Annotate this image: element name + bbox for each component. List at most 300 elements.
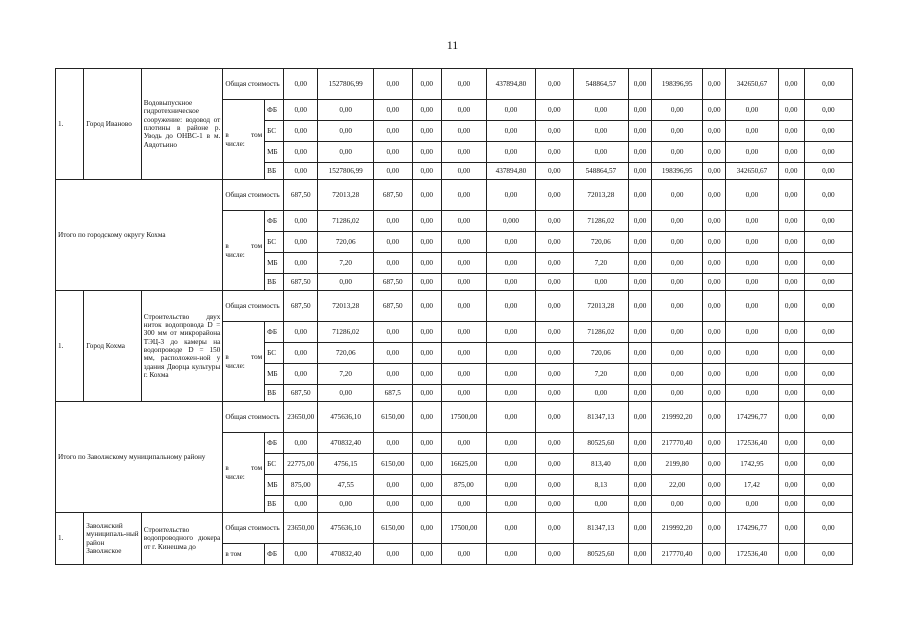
value-cell: 0,00 — [536, 253, 574, 274]
value-cell: 470832,40 — [318, 544, 373, 565]
value-cell: 0,00 — [629, 69, 652, 100]
value-cell: 0,00 — [629, 496, 652, 513]
value-cell: 0,00 — [412, 142, 441, 163]
funding-source: ВБ — [265, 274, 284, 291]
value-cell: 0,00 — [318, 385, 373, 402]
value-cell: 0,00 — [804, 211, 852, 232]
value-cell: 0,00 — [573, 274, 628, 291]
value-cell: 0,00 — [778, 121, 804, 142]
value-cell: 0,00 — [412, 343, 441, 364]
value-cell: 0,00 — [804, 253, 852, 274]
value-cell: 0,00 — [486, 496, 535, 513]
table-row — [56, 291, 853, 322]
value-cell: 198396,95 — [652, 163, 703, 180]
value-cell: 0,00 — [486, 291, 535, 322]
value-cell: 0,00 — [703, 402, 726, 433]
value-cell: 548864,57 — [573, 69, 628, 100]
value-cell: 0,00 — [629, 322, 652, 343]
value-cell: 0,00 — [703, 232, 726, 253]
value-cell: 0,00 — [441, 100, 486, 121]
funding-source: ФБ — [265, 322, 284, 343]
budget-table — [55, 68, 853, 565]
including-label: в том числе: — [223, 322, 265, 402]
value-cell: 0,00 — [652, 232, 703, 253]
value-cell: 0,00 — [441, 385, 486, 402]
table-row — [56, 402, 853, 433]
value-cell: 0,00 — [726, 496, 778, 513]
value-cell: 0,00 — [283, 232, 318, 253]
value-cell: 0,00 — [726, 232, 778, 253]
value-cell: 475636,10 — [318, 402, 373, 433]
value-cell: 720,06 — [573, 232, 628, 253]
value-cell: 0,00 — [703, 496, 726, 513]
value-cell: 0,00 — [373, 142, 412, 163]
value-cell: 0,00 — [652, 142, 703, 163]
value-cell: 0,00 — [373, 163, 412, 180]
value-cell: 0,00 — [486, 232, 535, 253]
value-cell: 0,00 — [441, 433, 486, 454]
value-cell: 0,00 — [283, 253, 318, 274]
value-cell: 0,00 — [412, 253, 441, 274]
value-cell: 0,00 — [283, 544, 318, 565]
value-cell: 0,00 — [629, 475, 652, 496]
value-cell: 0,00 — [486, 100, 535, 121]
value-cell: 0,00 — [373, 433, 412, 454]
value-cell: 0,00 — [629, 211, 652, 232]
value-cell: 0,00 — [778, 142, 804, 163]
value-cell: 0,00 — [373, 343, 412, 364]
value-cell: 0,00 — [536, 513, 574, 544]
value-cell: 0,00 — [703, 291, 726, 322]
value-cell: 22,00 — [652, 475, 703, 496]
value-cell: 687,50 — [373, 180, 412, 211]
value-cell: 0,00 — [778, 454, 804, 475]
value-cell: 0,00 — [373, 121, 412, 142]
value-cell: 81347,13 — [573, 402, 628, 433]
value-cell: 0,00 — [536, 232, 574, 253]
value-cell: 0,00 — [283, 142, 318, 163]
funding-source: ВБ — [265, 163, 284, 180]
value-cell: 0,00 — [778, 100, 804, 121]
item-number: 1. — [56, 69, 84, 180]
value-cell: 0,00 — [441, 291, 486, 322]
funding-source: МБ — [265, 475, 284, 496]
value-cell: 0,00 — [629, 180, 652, 211]
value-cell: 0,00 — [726, 364, 778, 385]
including-label: в том числе: — [223, 100, 265, 180]
value-cell: 0,00 — [804, 343, 852, 364]
value-cell: 0,00 — [412, 100, 441, 121]
value-cell: 198396,95 — [652, 69, 703, 100]
value-cell: 7,20 — [318, 364, 373, 385]
value-cell: 0,00 — [486, 343, 535, 364]
value-cell: 0,00 — [778, 385, 804, 402]
value-cell: 0,00 — [629, 544, 652, 565]
value-cell: 875,00 — [283, 475, 318, 496]
value-cell: 0,00 — [804, 544, 852, 565]
including-label: в том числе: — [223, 433, 265, 513]
value-cell: 0,00 — [283, 322, 318, 343]
value-cell: 0,00 — [412, 544, 441, 565]
value-cell: 0,00 — [778, 253, 804, 274]
value-cell: 0,00 — [804, 291, 852, 322]
value-cell: 0,00 — [703, 475, 726, 496]
value-cell: 0,00 — [629, 402, 652, 433]
value-cell: 470832,40 — [318, 433, 373, 454]
value-cell: 0,00 — [703, 69, 726, 100]
value-cell: 0,00 — [804, 385, 852, 402]
value-cell: 0,00 — [441, 121, 486, 142]
value-cell: 174296,77 — [726, 513, 778, 544]
value-cell: 0,00 — [412, 180, 441, 211]
total-cost-label: Общая стоимость — [223, 402, 284, 433]
value-cell: 81347,13 — [573, 513, 628, 544]
value-cell: 0,00 — [412, 433, 441, 454]
including-label: в том — [223, 544, 265, 565]
value-cell: 6150,00 — [373, 513, 412, 544]
value-cell: 0,00 — [703, 100, 726, 121]
value-cell: 0,00 — [536, 163, 574, 180]
value-cell: 8,13 — [573, 475, 628, 496]
value-cell: 72013,28 — [573, 291, 628, 322]
funding-source: ФБ — [265, 433, 284, 454]
value-cell: 0,00 — [652, 343, 703, 364]
value-cell: 17500,00 — [441, 513, 486, 544]
value-cell: 0,00 — [412, 385, 441, 402]
page-number: 11 — [446, 38, 459, 52]
value-cell: 0,00 — [486, 513, 535, 544]
value-cell: 7,20 — [318, 253, 373, 274]
value-cell: 0,00 — [703, 343, 726, 364]
value-cell: 437894,80 — [486, 69, 535, 100]
value-cell: 0,00 — [573, 100, 628, 121]
value-cell: 0,00 — [373, 544, 412, 565]
value-cell: 0,00 — [778, 343, 804, 364]
value-cell: 0,00 — [318, 100, 373, 121]
value-cell: 1527806,99 — [318, 69, 373, 100]
value-cell: 22775,00 — [283, 454, 318, 475]
funding-source: МБ — [265, 253, 284, 274]
value-cell: 0,00 — [441, 163, 486, 180]
value-cell: 80525,60 — [573, 544, 628, 565]
value-cell: 0,00 — [703, 253, 726, 274]
value-cell: 72013,28 — [318, 180, 373, 211]
value-cell: 687,50 — [283, 385, 318, 402]
value-cell: 0,00 — [536, 274, 574, 291]
value-cell: 23650,00 — [283, 513, 318, 544]
value-cell: 0,00 — [412, 291, 441, 322]
value-cell: 0,00 — [536, 121, 574, 142]
value-cell: 0,00 — [778, 163, 804, 180]
value-cell: 0,00 — [536, 433, 574, 454]
value-cell: 0,00 — [804, 180, 852, 211]
total-cost-label: Общая стоимость — [223, 180, 284, 211]
value-cell: 0,00 — [283, 211, 318, 232]
value-cell: 687,50 — [373, 291, 412, 322]
value-cell: 687,5 — [373, 385, 412, 402]
item-place: Город Кохма — [84, 291, 142, 402]
value-cell: 0,00 — [412, 211, 441, 232]
value-cell: 0,00 — [373, 69, 412, 100]
value-cell: 0,00 — [652, 364, 703, 385]
value-cell: 0,00 — [652, 100, 703, 121]
value-cell: 0,00 — [703, 163, 726, 180]
funding-source: ВБ — [265, 385, 284, 402]
funding-source: БС — [265, 454, 284, 475]
value-cell: 174296,77 — [726, 402, 778, 433]
value-cell: 0,00 — [283, 364, 318, 385]
value-cell: 0,00 — [486, 544, 535, 565]
funding-source: БС — [265, 232, 284, 253]
value-cell: 0,00 — [778, 291, 804, 322]
value-cell: 0,00 — [629, 274, 652, 291]
value-cell: 0,00 — [629, 343, 652, 364]
value-cell: 0,00 — [536, 385, 574, 402]
value-cell: 17,42 — [726, 475, 778, 496]
value-cell: 342650,67 — [726, 163, 778, 180]
funding-source: ВБ — [265, 496, 284, 513]
value-cell: 0,00 — [486, 402, 535, 433]
value-cell: 17500,00 — [441, 402, 486, 433]
funding-source: БС — [265, 121, 284, 142]
value-cell: 0,00 — [652, 211, 703, 232]
value-cell: 0,00 — [283, 343, 318, 364]
funding-source: МБ — [265, 142, 284, 163]
value-cell: 0,00 — [441, 232, 486, 253]
value-cell: 0,00 — [703, 180, 726, 211]
value-cell: 23650,00 — [283, 402, 318, 433]
value-cell: 0,00 — [441, 253, 486, 274]
value-cell: 0,00 — [318, 121, 373, 142]
value-cell: 0,00 — [804, 232, 852, 253]
value-cell: 0,00 — [726, 274, 778, 291]
value-cell: 0,00 — [536, 180, 574, 211]
value-cell: 0,00 — [629, 163, 652, 180]
value-cell: 0,00 — [441, 364, 486, 385]
value-cell: 0,00 — [536, 322, 574, 343]
value-cell: 0,00 — [726, 121, 778, 142]
value-cell: 0,00 — [703, 385, 726, 402]
value-cell: 0,00 — [804, 142, 852, 163]
value-cell: 0,00 — [652, 121, 703, 142]
value-cell: 548864,57 — [573, 163, 628, 180]
value-cell: 0,00 — [486, 433, 535, 454]
item-description: Строительство двух ниток водопровода D = 300 мм от микрорайона ТЭЦ-3 до камеры на водопроводе D = 150 мм, расположен-ной у здания Дворца культуры г. Кохма — [141, 291, 223, 402]
value-cell: 0,00 — [373, 232, 412, 253]
value-cell: 0,00 — [373, 253, 412, 274]
value-cell: 0,00 — [629, 121, 652, 142]
value-cell: 0,00 — [652, 180, 703, 211]
value-cell: 720,06 — [318, 343, 373, 364]
value-cell: 0,00 — [726, 343, 778, 364]
value-cell: 0,00 — [486, 454, 535, 475]
value-cell: 172536,40 — [726, 433, 778, 454]
value-cell: 0,00 — [778, 433, 804, 454]
total-cost-label: Общая стоимость — [223, 69, 284, 100]
value-cell: 2199,80 — [652, 454, 703, 475]
value-cell: 813,40 — [573, 454, 628, 475]
value-cell: 0,00 — [412, 163, 441, 180]
value-cell: 219992,20 — [652, 402, 703, 433]
value-cell: 475636,10 — [318, 513, 373, 544]
value-cell: 1527806,99 — [318, 163, 373, 180]
value-cell: 0,00 — [318, 274, 373, 291]
value-cell: 71286,02 — [573, 322, 628, 343]
value-cell: 0,00 — [373, 364, 412, 385]
value-cell: 0,00 — [486, 121, 535, 142]
value-cell: 687,50 — [373, 274, 412, 291]
value-cell: 0,00 — [778, 211, 804, 232]
value-cell: 0,00 — [486, 322, 535, 343]
value-cell: 217770,40 — [652, 544, 703, 565]
item-description: Водовыпускное гидротехническое сооружение: водовод от плотины в районе р. Уводь до ОНВС-1 в м. Авдотьино — [141, 69, 223, 180]
value-cell: 219992,20 — [652, 513, 703, 544]
item-place: Город Иваново — [84, 69, 142, 180]
value-cell: 720,06 — [318, 232, 373, 253]
value-cell: 0,00 — [441, 322, 486, 343]
value-cell: 0,00 — [804, 454, 852, 475]
value-cell: 0,00 — [318, 496, 373, 513]
value-cell: 0,00 — [486, 180, 535, 211]
value-cell: 0,00 — [629, 100, 652, 121]
value-cell: 0,00 — [778, 475, 804, 496]
value-cell: 0,00 — [804, 433, 852, 454]
value-cell: 0,00 — [778, 364, 804, 385]
value-cell: 0,00 — [412, 402, 441, 433]
value-cell: 0,00 — [536, 544, 574, 565]
value-cell: 0,00 — [412, 121, 441, 142]
value-cell: 0,00 — [536, 291, 574, 322]
subtotal-label: Итого по городскому округу Кохма — [56, 180, 223, 291]
value-cell: 0,00 — [629, 433, 652, 454]
value-cell: 71286,02 — [318, 322, 373, 343]
value-cell: 0,00 — [778, 232, 804, 253]
value-cell: 0,00 — [652, 322, 703, 343]
value-cell: 687,50 — [283, 274, 318, 291]
value-cell: 47,55 — [318, 475, 373, 496]
subtotal-label: Итого по Заволжскому муниципальному району — [56, 402, 223, 513]
value-cell: 875,00 — [441, 475, 486, 496]
table-row — [56, 69, 853, 100]
value-cell: 0,00 — [804, 322, 852, 343]
value-cell: 0,00 — [441, 142, 486, 163]
value-cell: 0,00 — [412, 322, 441, 343]
value-cell: 0,00 — [652, 291, 703, 322]
value-cell: 0,00 — [486, 253, 535, 274]
funding-source: МБ — [265, 364, 284, 385]
value-cell: 0,00 — [486, 385, 535, 402]
value-cell: 0,00 — [629, 291, 652, 322]
value-cell: 720,06 — [573, 343, 628, 364]
value-cell: 0,00 — [373, 496, 412, 513]
item-number: 1. — [56, 513, 84, 565]
value-cell: 0,00 — [778, 544, 804, 565]
value-cell: 0,00 — [629, 513, 652, 544]
value-cell: 71286,02 — [573, 211, 628, 232]
funding-source: БС — [265, 343, 284, 364]
value-cell: 0,00 — [373, 475, 412, 496]
value-cell: 0,00 — [283, 121, 318, 142]
value-cell: 0,00 — [536, 496, 574, 513]
value-cell: 0,00 — [629, 364, 652, 385]
value-cell: 0,00 — [726, 253, 778, 274]
value-cell: 0,00 — [573, 121, 628, 142]
value-cell: 0,00 — [573, 496, 628, 513]
value-cell: 0,00 — [778, 180, 804, 211]
value-cell: 0,00 — [703, 544, 726, 565]
value-cell: 0,00 — [373, 322, 412, 343]
value-cell: 0,00 — [536, 100, 574, 121]
value-cell: 0,00 — [486, 364, 535, 385]
value-cell: 0,00 — [703, 433, 726, 454]
value-cell: 0,00 — [726, 100, 778, 121]
value-cell: 0,00 — [703, 274, 726, 291]
value-cell: 0,00 — [283, 433, 318, 454]
value-cell: 6150,00 — [373, 454, 412, 475]
including-label: в том числе: — [223, 211, 265, 291]
value-cell: 687,50 — [283, 291, 318, 322]
value-cell: 0,00 — [804, 100, 852, 121]
value-cell: 16625,00 — [441, 454, 486, 475]
value-cell: 0,00 — [283, 100, 318, 121]
value-cell: 0,00 — [536, 69, 574, 100]
value-cell: 0,00 — [703, 322, 726, 343]
funding-source: ФБ — [265, 100, 284, 121]
value-cell: 0,00 — [412, 69, 441, 100]
value-cell: 0,00 — [412, 232, 441, 253]
value-cell: 0,00 — [629, 232, 652, 253]
table-row — [56, 513, 853, 544]
value-cell: 7,20 — [573, 253, 628, 274]
value-cell: 0,00 — [726, 211, 778, 232]
value-cell: 217770,40 — [652, 433, 703, 454]
value-cell: 0,00 — [652, 274, 703, 291]
value-cell: 0,00 — [703, 211, 726, 232]
value-cell: 0,00 — [629, 253, 652, 274]
value-cell: 0,00 — [283, 496, 318, 513]
value-cell: 0,00 — [536, 142, 574, 163]
value-cell: 0,00 — [778, 496, 804, 513]
value-cell: 1742,95 — [726, 454, 778, 475]
value-cell: 342650,67 — [726, 69, 778, 100]
value-cell: 0,00 — [804, 496, 852, 513]
value-cell: 0,00 — [652, 253, 703, 274]
value-cell: 0,00 — [652, 385, 703, 402]
item-description: Строительство водопроводного дюкера от г. Кинешма до — [141, 513, 223, 565]
value-cell: 0,00 — [412, 454, 441, 475]
value-cell: 0,00 — [804, 364, 852, 385]
total-cost-label: Общая стоимость — [223, 291, 284, 322]
value-cell: 437894,80 — [486, 163, 535, 180]
value-cell: 7,20 — [573, 364, 628, 385]
value-cell: 0,00 — [726, 291, 778, 322]
value-cell: 0,00 — [283, 69, 318, 100]
value-cell: 71286,02 — [318, 211, 373, 232]
value-cell: 72013,28 — [318, 291, 373, 322]
value-cell: 80525,60 — [573, 433, 628, 454]
value-cell: 0,00 — [536, 402, 574, 433]
value-cell: 0,00 — [441, 343, 486, 364]
value-cell: 0,00 — [536, 475, 574, 496]
value-cell: 172536,40 — [726, 544, 778, 565]
value-cell: 0,00 — [318, 142, 373, 163]
item-place: Заволжский муниципаль-ный район Заволжское — [84, 513, 142, 565]
value-cell: 0,00 — [703, 142, 726, 163]
value-cell: 0,00 — [412, 496, 441, 513]
value-cell: 0,00 — [726, 322, 778, 343]
value-cell: 0,00 — [804, 274, 852, 291]
value-cell: 0,00 — [536, 364, 574, 385]
